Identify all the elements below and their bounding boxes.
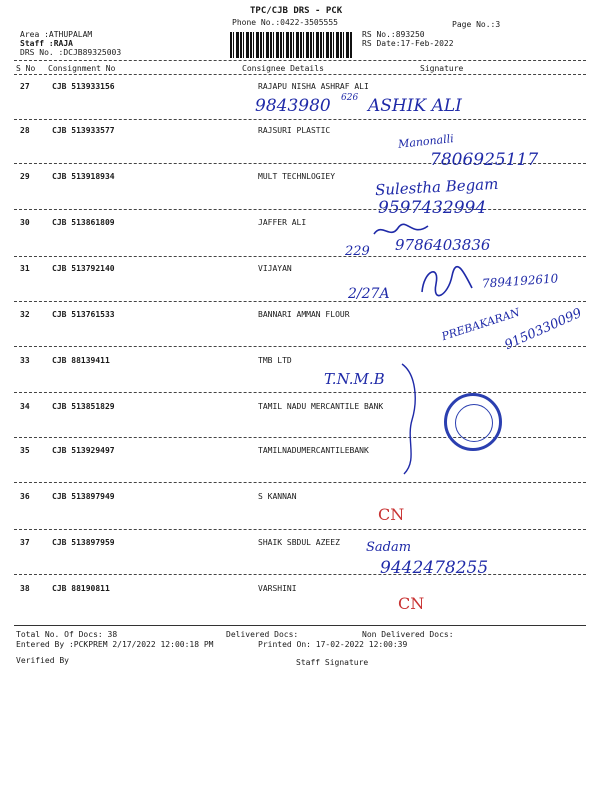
handwritten-correction: 626 [341,93,359,103]
divider [14,625,586,626]
row-consignment-no: CJB 513761533 [52,310,115,319]
handwritten-phone: 7806925117 [430,150,539,170]
row-consignee: MULT TECHNLOGIEY [258,172,336,181]
handwritten-cn-mark: CN [378,505,405,524]
divider [14,482,586,483]
handwritten-date: 2/27A [348,286,390,302]
row-consignee: TMB LTD [258,356,292,365]
handwritten-name: Sadam [366,540,412,555]
row-consignment-no: CJB 513918934 [52,172,115,181]
row-consignment-no: CJB 513861809 [52,218,115,227]
row-consignee: SHAIK SBDUL AZEEZ [258,538,340,547]
handwritten-name: PREBAKARAN [439,305,522,344]
table-row [0,172,600,212]
row-sno: 35 [20,446,30,455]
table-row [0,492,600,532]
handwritten-phone: 9150330099 [502,305,585,354]
document-title: TPC/CJB DRS - PCK [250,6,343,16]
page-number: Page No.:3 [452,20,501,29]
verified-by: Verified By [16,656,69,665]
divider [14,119,586,120]
row-sno: 33 [20,356,30,365]
row-consignment-no: CJB 513792140 [52,264,115,273]
row-sno: 37 [20,538,30,547]
row-consignee: TAMIL NADU MERCANTILE BANK [258,402,384,411]
table-row [0,402,600,442]
row-consignee: RAJSURI PLASTIC [258,126,331,135]
row-sno: 31 [20,264,30,273]
row-consignee: BANNARI AMMAN FLOUR [258,310,350,319]
table-row [0,356,600,396]
divider [14,74,586,75]
row-consignee: VIJAYAN [258,264,292,273]
handwritten-number: 229 [345,244,370,259]
printed-on: Printed On: 17-02-2022 12:00:39 [258,640,408,649]
handwritten-phone: 9442478255 [380,558,489,578]
handwritten-name: ASHIK ALI [368,96,462,116]
total-docs: Total No. Of Docs: 38 [16,630,118,639]
row-consignment-no: CJB 513933156 [52,82,115,91]
row-consignment-no: CJB 513897949 [52,492,115,501]
divider [14,437,586,438]
table-row [0,584,600,624]
handwritten-note: T.N.M.B [324,370,385,388]
row-consignment-no: CJB 88139411 [52,356,110,365]
table-row [0,446,600,486]
row-consignee: TAMILNADUMERCANTILEBANK [258,446,369,455]
handwritten-name: Manonalli [397,132,455,151]
handwritten-phone: 7894192610 [481,271,559,291]
row-consignee: VARSHINI [258,584,297,593]
row-sno: 30 [20,218,30,227]
delivered-docs: Delivered Docs: [226,630,299,639]
divider [14,60,586,61]
divider [14,392,586,393]
staff-label: Staff :RAJA [20,39,73,48]
bracket-mark [396,360,426,480]
row-consignment-no: CJB 513929497 [52,446,115,455]
row-consignment-no: CJB 513933577 [52,126,115,135]
divider [14,574,586,575]
staff-signature: Staff Signature [296,658,369,667]
row-sno: 32 [20,310,30,319]
signature-scribble [418,262,476,300]
phone-number: Phone No.:0422-3505555 [232,18,338,27]
divider [14,209,586,210]
row-consignee: JAFFER ALI [258,218,307,227]
col-consignee-header: Consignee Details [242,64,324,73]
entered-by: Entered By :PCKPREM 2/17/2022 12:00:18 PM [16,640,214,649]
handwritten-phone: 9597432994 [378,198,487,218]
non-delivered-docs: Non Delivered Docs: [362,630,454,639]
rs-number: RS No.:893250 [362,30,425,39]
table-row [0,538,600,578]
area-label: Area :ATHUPALAM [20,30,93,39]
row-sno: 29 [20,172,30,181]
divider [14,346,586,347]
row-consignment-no: CJB 513897959 [52,538,115,547]
drs-number: DRS No. :DCJB89325003 [20,48,122,57]
handwritten-phone: 9843980 [255,96,331,116]
row-sno: 27 [20,82,30,91]
divider [14,301,586,302]
handwritten-name: Sulestha Begam [374,174,499,200]
col-consignment-header: Consignment No [48,64,116,73]
divider [14,529,586,530]
row-sno: 36 [20,492,30,501]
col-signature-header: Signature [420,64,464,73]
handwritten-phone: 9786403836 [395,236,491,254]
row-consignee: S KANNAN [258,492,297,501]
barcode [230,32,352,58]
row-consignee: RAJAPU NISHA ASHRAF ALI [258,82,369,91]
table-row [0,218,600,258]
delivery-stamp [444,393,502,451]
rs-date: RS Date:17-Feb-2022 [362,39,454,48]
row-sno: 34 [20,402,30,411]
row-consignment-no: CJB 88190811 [52,584,110,593]
divider [14,256,586,257]
row-sno: 28 [20,126,30,135]
col-sno-header: S No [16,64,36,73]
row-consignment-no: CJB 513851829 [52,402,115,411]
handwritten-cn-mark: CN [398,594,425,613]
row-sno: 38 [20,584,30,593]
